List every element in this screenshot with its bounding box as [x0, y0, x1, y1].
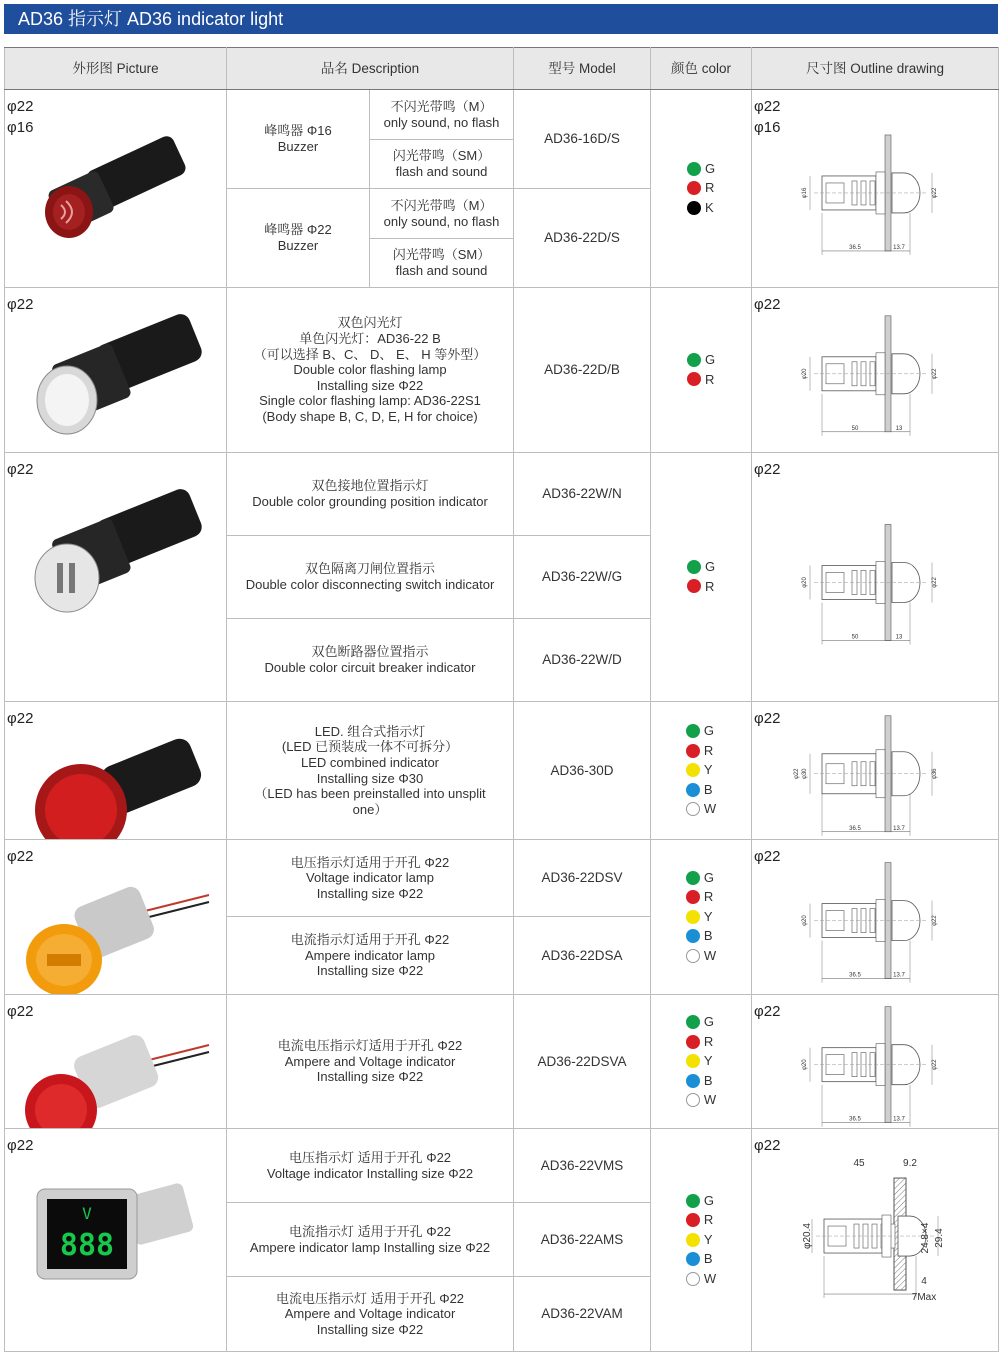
model-text: AD36-16D/S [544, 131, 620, 147]
color-cell [651, 1129, 752, 1352]
color-option [686, 760, 716, 780]
dim-body-dia: φ20 [802, 915, 808, 926]
model-text: AD36-22W/N [542, 486, 622, 502]
color-dot-icon [686, 744, 700, 758]
color-code: Y [703, 908, 713, 924]
table-row [5, 90, 999, 140]
color-swatches [686, 1191, 716, 1289]
color-dot-icon [686, 871, 700, 885]
dim-panel: 13.7 [893, 825, 905, 832]
model-text: AD36-22D/S [544, 230, 620, 246]
dim-lens: φ36 [932, 768, 938, 780]
color-option [686, 1051, 716, 1071]
picture-cell [5, 90, 227, 288]
color-dot-icon [686, 1074, 700, 1088]
model-cell [514, 840, 651, 917]
diameter-label: φ22 [7, 1137, 34, 1154]
color-code: G [703, 869, 714, 885]
diameter-label: φ22 [754, 98, 781, 115]
color-code: R [704, 371, 715, 387]
description-cell [227, 1129, 514, 1203]
color-option [686, 907, 716, 927]
dim-body-dia: φ20 [802, 577, 808, 588]
dim-panel: 13.7 [893, 972, 905, 979]
product-photo [19, 870, 219, 995]
color-dot-icon [686, 1015, 700, 1029]
color-option [687, 159, 715, 179]
color-option [686, 1191, 716, 1211]
diameter-label: φ16 [754, 119, 781, 136]
color-dot-icon [686, 929, 700, 943]
page-title: AD36 指示灯 AD36 indicator light [4, 4, 998, 34]
description-cell [227, 1203, 514, 1277]
picture-cell [5, 995, 227, 1129]
color-code: R [703, 1033, 714, 1049]
model-cell [514, 90, 651, 189]
color-code: R [704, 578, 715, 594]
dim-body-dia: φ20 [802, 1059, 808, 1070]
description-text: 不闪光带鸣（M） only sound, no flash [383, 197, 500, 229]
product-photo [19, 1025, 219, 1129]
description-text: 双色断路器位置指示 Double color circuit breaker indicator [264, 644, 476, 675]
color-code: Y [703, 762, 713, 778]
svg-text:V: V [82, 1204, 92, 1223]
model-text: AD36-22W/D [542, 652, 622, 668]
header-outline: 尺寸图 Outline drawing [752, 48, 999, 90]
color-option [686, 946, 716, 966]
model-text: AD36-22DSVA [537, 1053, 627, 1069]
diameter-label: φ22 [754, 461, 781, 478]
description-text: 不闪光带鸣（M） only sound, no flash [383, 98, 500, 130]
dim-lens: φ22 [932, 368, 938, 380]
model-cell [514, 288, 651, 453]
color-option [686, 1249, 716, 1269]
color-cell [651, 453, 752, 702]
product-table [4, 47, 999, 1352]
color-option [686, 1269, 716, 1289]
description-cell [370, 90, 514, 140]
color-swatches [687, 159, 715, 218]
description-cell [227, 917, 514, 995]
description-cell [227, 1277, 514, 1352]
description-text: 双色接地位置指示灯 Double color grounding position indicator [252, 478, 488, 509]
color-option [686, 799, 716, 819]
diameter-label: φ22 [7, 848, 34, 865]
model-cell [514, 453, 651, 536]
color-dot-icon [686, 1233, 700, 1247]
color-dot-icon [687, 353, 701, 367]
color-option [686, 1230, 716, 1250]
dim-length: 45 [853, 1158, 865, 1170]
dim-length: 36.5 [849, 1116, 861, 1123]
dim-flange: 4 [921, 1276, 927, 1288]
product-photo [19, 125, 219, 255]
model-cell [514, 1277, 651, 1352]
product-photo [19, 732, 219, 840]
dim-panel: 9.2 [903, 1158, 917, 1170]
picture-cell [5, 453, 227, 702]
color-option [686, 741, 716, 761]
description-cell [227, 840, 514, 917]
model-text: AD36-22W/G [541, 569, 623, 585]
color-code: B [703, 1072, 713, 1088]
header-picture: 外形图 Picture [5, 48, 227, 90]
color-dot-icon [686, 724, 700, 738]
description-cell [227, 995, 514, 1129]
dim-lens: φ22 [932, 915, 938, 926]
table-row [5, 995, 999, 1129]
description-cell [227, 288, 514, 453]
model-text: AD36-30D [550, 762, 614, 778]
diameter-label: φ22 [754, 1137, 781, 1154]
model-text: AD36-22DSV [541, 870, 623, 886]
dim-body-dia: φ30 [802, 768, 808, 780]
color-dot-icon [686, 1035, 700, 1049]
outline-cell [752, 90, 999, 288]
color-dot-icon [687, 162, 701, 176]
product-photo [19, 483, 219, 613]
picture-cell [5, 288, 227, 453]
dim-max: 7Max [911, 1292, 937, 1304]
color-code: G [703, 723, 714, 739]
description-cell [227, 536, 514, 619]
color-dot-icon [687, 560, 701, 574]
description-text: 双色闪光灯 单色闪光灯：AD36-22 B （可以选择 B、C、 D、 E、 H 等外型） Double color flashing lamp Installing size Φ22 Single color flashing lamp: AD36-22S1 (Body shape B, C, D, E, H for choice) [253, 315, 487, 424]
picture-cell [5, 1129, 227, 1352]
color-code: R [703, 889, 714, 905]
color-option [686, 780, 716, 800]
color-dot-icon [686, 1194, 700, 1208]
dim-length: 36.5 [849, 825, 861, 832]
color-cell [651, 995, 752, 1129]
color-dot-icon [686, 1272, 700, 1286]
color-dot-icon [686, 890, 700, 904]
description-text: 闪光带鸣（SM） flash and sound [392, 148, 491, 179]
model-cell [514, 995, 651, 1129]
product-name-text: 峰鸣器 Φ22 Buzzer [264, 222, 332, 253]
description-text: 电流电压指示灯适用于开孔 Φ22 Ampere and Voltage indicator Installing size Φ22 [277, 1038, 463, 1085]
diameter-label: φ22 [754, 710, 781, 727]
outline-drawing [756, 995, 992, 1129]
description-text: 电流指示灯 适用于开孔 Φ22 Ampere indicator lamp Installing size Φ22 [249, 1223, 491, 1255]
color-dot-icon [686, 1054, 700, 1068]
color-dot-icon [686, 802, 700, 816]
description-text: 电压指示灯 适用于开孔 Φ22 Voltage indicator Installing size Φ22 [266, 1149, 474, 1181]
header-model: 型号 Model [514, 48, 651, 90]
diameter-label: φ22 [7, 461, 34, 478]
description-cell [227, 619, 514, 702]
dim-length: 36.5 [849, 972, 861, 979]
model-cell [514, 1129, 651, 1203]
color-dot-icon [686, 1093, 700, 1107]
description-cell [370, 140, 514, 189]
header-color: 颜色 color [651, 48, 752, 90]
color-code: Y [703, 1053, 713, 1069]
color-cell [651, 840, 752, 995]
color-code: B [703, 781, 713, 797]
outline-drawing [756, 90, 992, 288]
color-code: W [703, 1092, 717, 1108]
color-option [686, 926, 716, 946]
color-code: B [703, 928, 713, 944]
color-cell [651, 702, 752, 840]
dim-panel: 13 [895, 425, 903, 432]
dim-panel: 13.7 [893, 244, 905, 251]
header-description: 品名 Description [227, 48, 514, 90]
table-row [5, 453, 999, 536]
color-swatches [687, 350, 715, 389]
dim-extra: φ22 [794, 768, 800, 780]
dim-length: 50 [851, 425, 859, 432]
color-code: R [704, 180, 715, 196]
color-code: R [703, 742, 714, 758]
diameter-label: φ22 [7, 1003, 34, 1020]
table-row [5, 840, 999, 917]
diameter-label: φ22 [754, 296, 781, 313]
color-swatches [686, 721, 716, 819]
outline-drawing [756, 1129, 992, 1352]
color-option [687, 198, 715, 218]
model-cell [514, 917, 651, 995]
outline-cell [752, 288, 999, 453]
dim-lens: φ22 [932, 1059, 938, 1070]
color-dot-icon [687, 201, 701, 215]
color-code: G [704, 352, 716, 368]
dim-panel: 13 [895, 634, 903, 641]
svg-text:888: 888 [59, 1228, 115, 1263]
color-code: W [703, 947, 717, 963]
model-text: AD36-22VAM [541, 1306, 623, 1322]
color-option [687, 370, 715, 390]
color-dot-icon [687, 579, 701, 593]
description-cell [227, 453, 514, 536]
picture-cell [5, 702, 227, 840]
color-code: W [703, 801, 717, 817]
color-option [686, 1071, 716, 1091]
color-option [686, 1210, 716, 1230]
table-row [5, 702, 999, 840]
description-text: LED. 组合式指示灯 (LED 已预装成一体不可拆分） LED combined indicator Installing size Φ30 （LED has been preinstalled into unsplit one） [254, 723, 486, 817]
product-name-text: 峰鸣器 Φ16 Buzzer [264, 123, 332, 154]
model-text: AD36-22VMS [540, 1157, 624, 1173]
color-dot-icon [686, 1252, 700, 1266]
diameter-label: φ22 [754, 1003, 781, 1020]
dim-panel: 13.7 [893, 1116, 905, 1123]
color-option [686, 1090, 716, 1110]
description-text: 电流指示灯适用于开孔 Φ22 Ampere indicator lamp Installing size Φ22 [290, 932, 450, 979]
dim-square: 24.8×4 [920, 1222, 931, 1254]
dim-length: 36.5 [849, 244, 861, 251]
model-cell [514, 1203, 651, 1277]
dim-lens: φ22 [932, 577, 938, 588]
product-photo [19, 308, 219, 438]
description-text: 闪光带鸣（SM） flash and sound [392, 247, 491, 278]
dim-body-dia: φ20.4 [802, 1223, 813, 1250]
product-photo [19, 1159, 219, 1289]
color-option [686, 868, 716, 888]
diameter-label: φ22 [7, 710, 34, 727]
diameter-label: φ22 [754, 848, 781, 865]
color-code: R [703, 1212, 714, 1228]
outline-drawing [756, 840, 992, 995]
color-dot-icon [686, 763, 700, 777]
outline-cell [752, 995, 999, 1129]
model-cell [514, 536, 651, 619]
color-code: G [703, 1014, 714, 1030]
diameter-label: φ22 [7, 296, 34, 313]
table-row [5, 288, 999, 453]
color-swatches [686, 868, 716, 966]
outline-drawing [756, 702, 992, 840]
color-code: B [703, 1251, 713, 1267]
color-code: G [704, 559, 716, 575]
color-code: Y [703, 1231, 713, 1247]
color-dot-icon [687, 181, 701, 195]
color-option [687, 350, 715, 370]
outline-cell [752, 453, 999, 702]
model-cell [514, 702, 651, 840]
dim-body-dia: φ16 [802, 187, 808, 199]
color-dot-icon [686, 783, 700, 797]
color-option [687, 557, 715, 577]
dim-length: 50 [851, 634, 859, 641]
color-option [686, 721, 716, 741]
color-dot-icon [686, 1213, 700, 1227]
outline-cell [752, 702, 999, 840]
outline-drawing [756, 453, 992, 702]
diameter-label: φ16 [7, 119, 34, 136]
color-option [686, 887, 716, 907]
color-swatches [687, 557, 715, 596]
dim-lens: φ22 [932, 187, 938, 199]
color-code: W [703, 1270, 717, 1286]
diameter-label: φ22 [7, 98, 34, 115]
product-name [227, 189, 370, 288]
color-swatches [686, 1012, 716, 1110]
color-dot-icon [686, 949, 700, 963]
model-cell [514, 619, 651, 702]
color-option [687, 577, 715, 597]
outline-cell [752, 1129, 999, 1352]
color-code: K [704, 199, 714, 215]
model-text: AD36-22AMS [540, 1231, 624, 1247]
outline-cell [752, 840, 999, 995]
model-cell [514, 189, 651, 288]
color-dot-icon [686, 910, 700, 924]
table-row [5, 1129, 999, 1203]
color-option [686, 1032, 716, 1052]
color-cell [651, 90, 752, 288]
outline-drawing [756, 288, 992, 453]
description-cell [370, 189, 514, 239]
color-option [686, 1012, 716, 1032]
color-code: G [703, 1192, 714, 1208]
color-code: G [704, 160, 716, 176]
color-dot-icon [687, 372, 701, 386]
color-option [687, 178, 715, 198]
model-text: AD36-22DSA [541, 947, 623, 963]
color-cell [651, 288, 752, 453]
dim-lens: 29.4 [934, 1228, 945, 1248]
dim-body-dia: φ20 [802, 368, 808, 380]
picture-cell [5, 840, 227, 995]
product-name [227, 90, 370, 189]
description-text: 电压指示灯适用于开孔 Φ22 Voltage indicator lamp Installing size Φ22 [290, 854, 450, 901]
description-text: 电流电压指示灯 适用于开孔 Φ22 Ampere and Voltage indicator Installing size Φ22 [275, 1290, 465, 1337]
description-cell [227, 702, 514, 840]
description-text: 双色隔离刀闸位置指示 Double color disconnecting switch indicator [245, 561, 495, 592]
description-cell [370, 239, 514, 288]
model-text: AD36-22D/B [544, 362, 620, 378]
